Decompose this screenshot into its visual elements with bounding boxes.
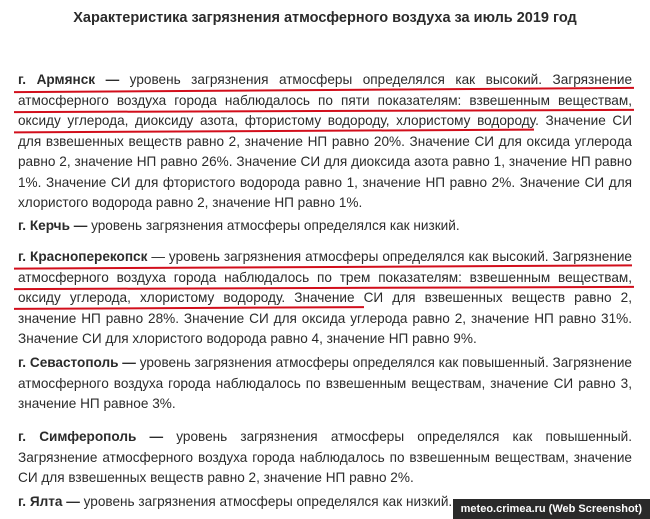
city-name: г. Армянск — [18, 72, 120, 87]
city-name: г. Керчь — [18, 218, 88, 233]
city-name: г. Ялта — [18, 494, 80, 509]
page-title: Характеристика загрязнения атмосферного воздуха за июль 2019 год [73, 10, 577, 26]
paragraph-krasnoperekopsk [18, 247, 632, 350]
city-name: г. Симферополь — [18, 429, 164, 444]
paragraph-simferopol [18, 427, 632, 489]
paragraph-text: уровень загрязнения атмосферы определялся как повышенный. Загрязнение атмосферного воздуха города наблюдалось по взвешенным веществам, значение СИ равно 3, значение НП равное 3%. [18, 355, 632, 411]
paragraph-text: уровень загрязнения атмосферы определялся как низкий. [87, 218, 460, 233]
paragraph-text: уровень загрязнения атмосферы определялся как высокий. Загрязнение атмосферного воздуха города наблюдалось по пяти показателям: взвешенным веществам, оксиду углерода, диоксиду азота, фтористому водороду, хлористому водороду. Значение СИ для взвешенных веществ равно 2, значение НП равно 20%. Значение СИ для оксида углерода равно 2, значение НП равно 26%. Значение СИ для диоксида азота равно 1, значение НП равно 1%. Значение СИ для фтористого водорода равно 1, значение НП равно 2%. Значение СИ для хлористого водорода равно 2, значение НП равно 1%. [18, 72, 633, 210]
paragraph-text: уровень загрязнения атмосферы определялся как повышенный. Загрязнение атмосферного воздуха города наблюдалось по взвешенным веществам, значение СИ для взвешенных веществ равно 2, значение НП равно 2%. [18, 429, 632, 485]
paragraph-text: — уровень загрязнения атмосферы определялся как высокий. Загрязнение атмосферного воздуха города наблюдалось по трем показателям: взвешенным веществам, оксиду углерода, хлористому водороду. Значение СИ для взвешенных веществ равно 2, значение НП равно 28%. Значение СИ для оксида углерода равно 2, значение НП равно 31%. Значение СИ для хлористого водорода равно 4, значение НП равно 9%. [18, 249, 632, 346]
paragraph-sevastopol [18, 353, 632, 415]
city-name: г. Красноперекопск [18, 249, 148, 264]
source-credit: meteo.crimea.ru (Web Screenshot) [453, 499, 650, 519]
city-name: г. Севастополь — [18, 355, 136, 370]
paragraph-text: уровень загрязнения атмосферы определялся как низкий. [79, 494, 453, 509]
paragraph-kerch [18, 216, 632, 237]
